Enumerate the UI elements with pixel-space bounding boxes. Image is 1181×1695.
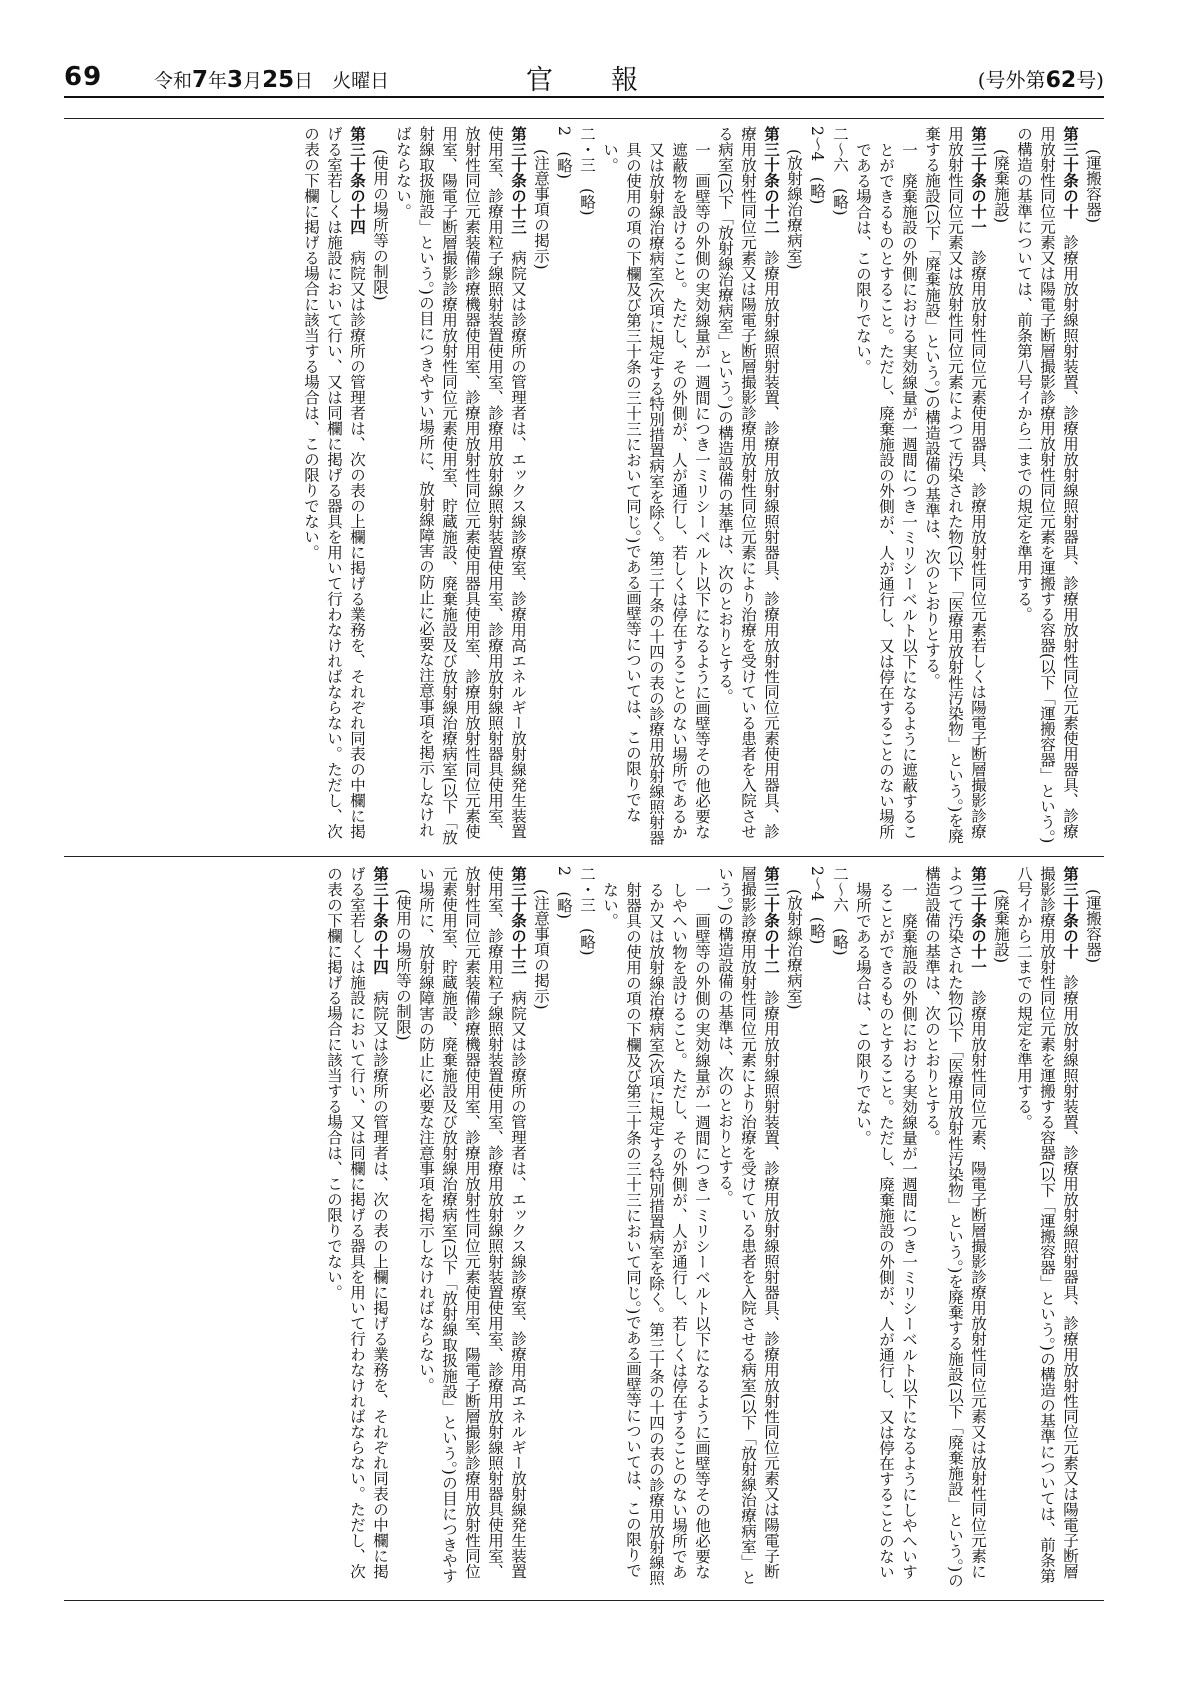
header-rule <box>64 96 1104 98</box>
top-rule <box>64 118 1104 119</box>
paragraph-text: 診療用放射線照射装置、診療用放射線照射器具、診療用放射性同位元素使用器具、診療用放射性同位元素又は陽電子断層撮影診療用放射性同位元素により治療を受けている患者を入院させる病室(以下「放射線治療病室」という。)の構造設備の基準は、次のとおりとする。 <box>716 126 780 839</box>
paragraph-text: 診療用放射線照射装置、診療用放射線照射器具、診療用放射性同位元素又は陽電子断層撮影診療用放射性同位元素を運搬する容器(以下「運搬容器」という。)の構造の基準については、前条第八号イから二までの規定を準用する。 <box>1015 866 1079 1584</box>
paragraph-text: (運搬容器) <box>1084 149 1102 224</box>
article-paragraph <box>713 126 782 846</box>
paragraph-text: 2〜4 (略) <box>808 866 826 945</box>
article-paragraph <box>1012 866 1081 1590</box>
paragraph-text: 診療用放射線照射装置、診療用放射線照射器具、診療用放射性同位元素使用器具、診療用放射性同位元素又は陽電子断層撮影診療用放射性同位元素を運搬する容器(以下「運搬容器」という。)の構造の基準については、前条第八号イから二までの規定を準用する。 <box>1015 126 1079 844</box>
article-caption <box>782 126 805 846</box>
era: 令和 <box>154 70 193 92</box>
article-paragraph <box>598 126 713 846</box>
paragraph-text: 一 画壁等の外側の実効線量が一週間につき一ミリシーベルト以下になるように画壁等その他必要な遮蔽物を設けること。ただし、その外側が、人が通行し、若しくは停在することのない場所であるか又は放射線治療病室(次項に規定する特別措置病室を除く。第三十条の十四の表の診療用放射線照射器具の使用の項の下欄及び第三十条の三十三において同じ。)である画壁等については、この限りでない。 <box>601 141 711 846</box>
article-number: 第三十条の十二 <box>762 126 780 235</box>
weekday: 火曜日 <box>332 70 390 92</box>
article-number: 第三十条の十 <box>1061 126 1079 219</box>
article-caption <box>1081 126 1104 846</box>
article-paragraph <box>322 866 391 1590</box>
article-paragraph <box>1012 126 1081 846</box>
paragraph-text: (使用の場所等の制限) <box>371 149 389 301</box>
article-paragraph <box>552 126 575 846</box>
paragraph-text: 一 廃棄施設の外側における実効線量が一週間につき一ミリシーベルト以下になるように遮蔽することができるものとすること。ただし、廃棄施設の外側が、人が通行し、又は停在することのない場所である場合は、この限りでない。 <box>854 141 918 839</box>
article-caption <box>989 866 1012 1590</box>
article-number: 第三十条の十二 <box>762 866 780 975</box>
paragraph-text: 2〜4 (略) <box>808 126 826 205</box>
paragraph-text: 病院又は診療所の管理者は、エックス線診療室、診療用高エネルギー放射線発生装置使用室、診療用粒子線照射装置使用室、診療用放射線照射装置使用室、診療用放射線照射器具使用室、放射性同位元素装備診療機器使用室、診療用放射性同位元素使用器具使用室、診療用放射性同位元素使用室、陽電子断層撮影診療用放射性同位元素使用室、貯蔵施設、廃棄施設及び放射線治療病室(以下「放射線取扱施設」という。)の目につきやすい場所に、放射線障害の防止に必要な注意事項を掲示しなければならない。 <box>394 126 527 846</box>
article-paragraph <box>552 866 575 1590</box>
article-caption <box>1081 866 1104 1590</box>
gazette-title: 官報 <box>526 65 696 96</box>
article-paragraph <box>299 126 368 846</box>
paragraph-text: 二〜六 (略) <box>831 126 849 216</box>
article-paragraph <box>575 126 598 846</box>
article-paragraph <box>851 866 920 1590</box>
article-number: 第三十条の十三 <box>509 126 527 235</box>
article-caption <box>529 866 552 1590</box>
article-paragraph <box>828 866 851 1590</box>
paragraph-text: (放射線治療病室) <box>785 149 803 270</box>
month-suffix: 月 <box>243 70 263 92</box>
upper-section-amended <box>64 126 1104 846</box>
paragraph-text: 診療用放射線照射装置、診療用放射線照射器具、診療用放射性同位元素又は陽電子断層撮影診療用放射性同位元素により治療を受けている患者を入院させる病室(以下「放射線治療病室」という。)の構造設備の基準は、次のとおりとする。 <box>716 866 780 1586</box>
article-paragraph <box>713 866 782 1590</box>
article-number: 第三十条の十一 <box>969 126 987 235</box>
paragraph-text: 病院又は診療所の管理者は、エックス線診療室、診療用高エネルギー放射線発生装置使用室、診療用粒子線照射装置使用室、診療用放射線照射装置使用室、診療用放射線照射器具使用室、放射性同位元素装備診療機器使用室、診療用放射性同位元素使用室、陽電子断層撮影診療用放射性同位元素使用室、貯蔵施設、廃棄施設及び放射線治療病室(以下「放射線取扱施設」という。)の目につきやすい場所に、放射線障害の防止に必要な注意事項を掲示しなければならない。 <box>417 866 527 1584</box>
paragraph-text: (使用の場所等の制限) <box>394 889 412 1041</box>
article-paragraph <box>575 866 598 1590</box>
article-number: 第三十条の十四 <box>371 866 389 975</box>
article-paragraph <box>851 126 920 846</box>
paragraph-text: (廃棄施設) <box>992 889 1010 964</box>
article-number: 第三十条の十 <box>1061 866 1079 959</box>
year: 7 <box>192 67 209 93</box>
paragraph-text: (放射線治療病室) <box>785 889 803 1010</box>
paragraph-text: (運搬容器) <box>1084 889 1102 964</box>
middle-rule <box>64 856 1104 857</box>
paragraph-text: (注意事項の掲示) <box>532 889 550 1010</box>
paragraph-text: 二・三 (略) <box>578 866 596 956</box>
paragraph-text: 病院又は診療所の管理者は、次の表の上欄に掲げる業務を、それぞれ同表の中欄に掲げる室若しくは施設において行い、又は同欄に掲げる器具を用いて行わなければならない。ただし、次の表の下欄に掲げる場合に該当する場合は、この限りでない。 <box>302 126 366 839</box>
article-caption <box>529 126 552 846</box>
article-number: 第三十条の十一 <box>969 866 987 975</box>
paragraph-text: 診療用放射性同位元素使用器具、診療用放射性同位元素若しくは陽電子断層撮影診療用放射性同位元素又は放射性同位元素によつて汚染された物(以下「医療用放射性汚染物」という。)を廃棄する施設(以下「廃棄施設」という。)の構造設備の基準は、次のとおりとする。 <box>923 126 987 844</box>
issue-num: 62 <box>1045 68 1077 93</box>
paragraph-text: 2 (略) <box>555 866 573 919</box>
paragraph-text: 診療用放射性同位元素、陽電子断層撮影診療用放射性同位元素又は放射性同位元素によつて汚染された物(以下「医療用放射性汚染物」という。)を廃棄する施設(以下「廃棄施設」という。)の構造設備の基準は、次のとおりとする。 <box>923 866 987 1588</box>
article-caption <box>989 126 1012 846</box>
month: 3 <box>227 67 244 93</box>
bottom-rule <box>64 1600 1104 1601</box>
article-paragraph <box>920 126 989 846</box>
paragraph-text: 病院又は診療所の管理者は、次の表の上欄に掲げる業務を、それぞれ同表の中欄に掲げる室若しくは施設において行い、又は同欄に掲げる器具を用いて行わなければならない。ただし、次の表の下欄に掲げる場合に該当する場合は、この限りでない。 <box>325 866 389 1579</box>
article-paragraph <box>805 866 828 1590</box>
paragraph-text: 一 廃棄施設の外側における実効線量が一週間につき一ミリシーベルト以下になるようにしやへいすることができるものとすること。ただし、廃棄施設の外側が、人が通行し、又は停在することのない場所である場合は、この限りでない。 <box>854 881 918 1579</box>
day: 25 <box>262 67 295 93</box>
year-suffix: 年 <box>208 70 228 92</box>
day-suffix: 日 <box>294 70 314 92</box>
article-number: 第三十条の十四 <box>348 126 366 235</box>
lower-section-current <box>64 866 1104 1590</box>
paragraph-text: 2 (略) <box>555 126 573 179</box>
issue-number <box>978 64 1104 93</box>
page-header <box>64 58 1104 94</box>
article-paragraph <box>920 866 989 1590</box>
issue-prefix: (号外第 <box>977 68 1046 92</box>
paragraph-text: (廃棄施設) <box>992 149 1010 224</box>
paragraph-text: 一 画壁等の外側の実効線量が一週間につき一ミリシーベルト以下になるように画壁等その他必要なしやへい物を設けること。ただし、その外側が、人が通行し、若しくは停在することのない場所であるか又は放射線治療病室(次項に規定する特別措置病室を除く。第三十条の十四の表の診療用放射線照射器具の使用の項の下欄及び第三十条の三十三において同じ。)である画壁等については、この限りでない。 <box>601 881 711 1586</box>
article-paragraph <box>828 126 851 846</box>
article-number: 第三十条の十三 <box>509 866 527 975</box>
article-caption <box>368 126 391 846</box>
paragraph-text: 二〜六 (略) <box>831 866 849 956</box>
publication-date <box>154 66 389 93</box>
paragraph-text: (注意事項の掲示) <box>532 149 550 270</box>
article-caption <box>391 866 414 1590</box>
article-paragraph <box>805 126 828 846</box>
article-caption <box>782 866 805 1590</box>
issue-suffix: 号) <box>1076 68 1104 92</box>
article-paragraph <box>598 866 713 1590</box>
article-paragraph <box>391 126 529 846</box>
article-paragraph <box>414 866 529 1590</box>
paragraph-text: 二・三 (略) <box>578 126 596 216</box>
page-number: 69 <box>64 62 103 92</box>
